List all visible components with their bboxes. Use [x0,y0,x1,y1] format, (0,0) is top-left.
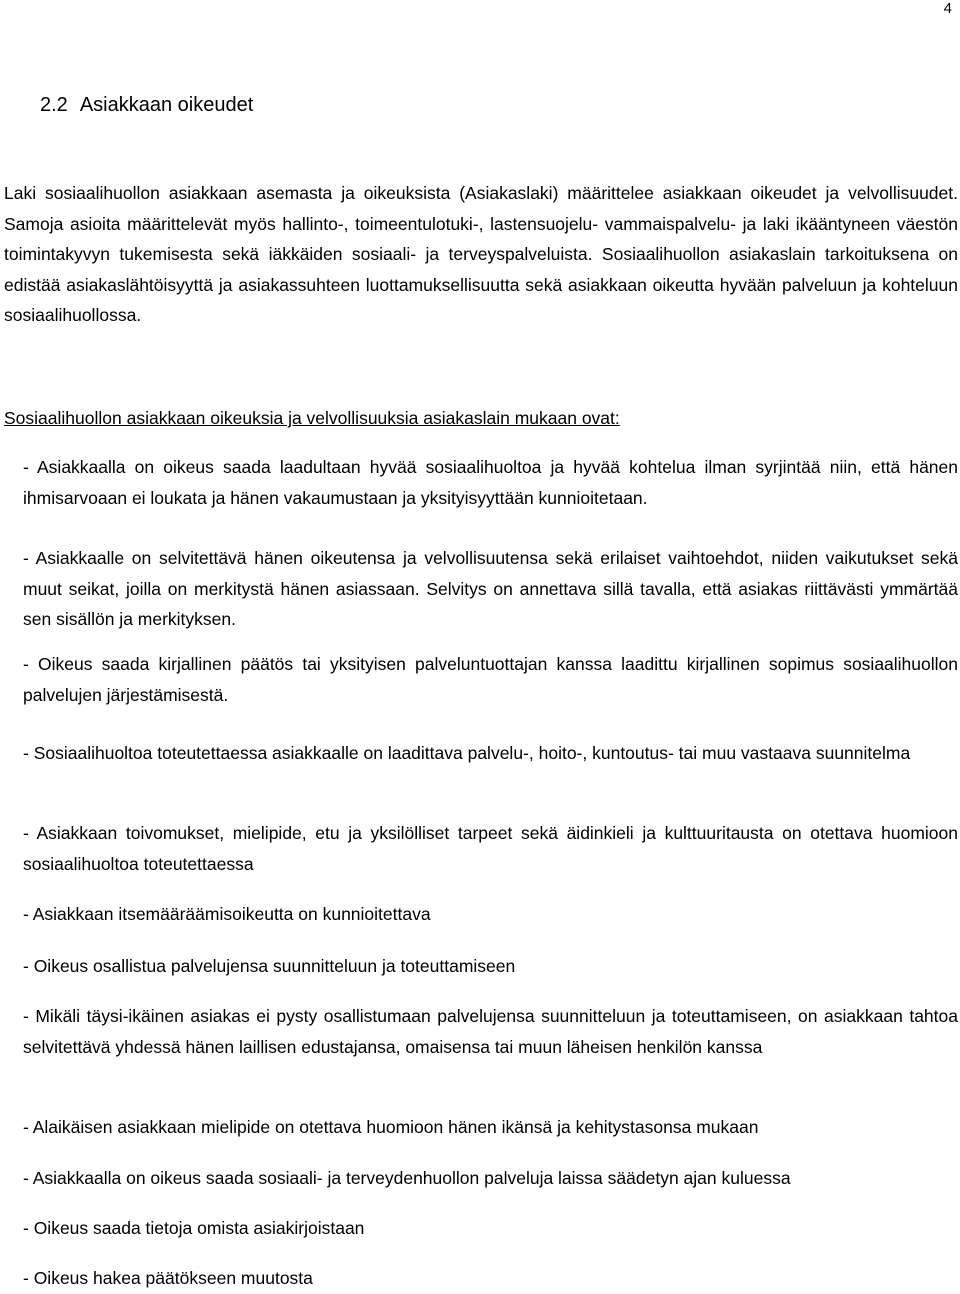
list-item: - Mikäli täysi-ikäinen asiakas ei pysty osallistumaan palvelujensa suunnitteluun ja toteuttamiseen, on asiakkaan tahtoa selvitettävä yhdessä hänen laillisen edustajansa, omaisensa tai muun läheisen henkilön kanssa [23,1006,958,1057]
list-item: - Asiakkaalla on oikeus saada laadultaan hyvää sosiaalihuoltoa ja hyvää kohtelua ilman syrjintää niin, että hänen ihmisarvoaan ei loukata ja hänen vakaumustaan ja yksityisyyttään kunnioitetaan. [23,457,958,508]
list-item: - Oikeus saada tietoja omista asiakirjoistaan [23,1218,365,1238]
list-item: - Asiakkaalla on oikeus saada sosiaali- ja terveydenhuollon palveluja laissa säädetyn ajan kuluessa [23,1168,791,1188]
list-item: - Oikeus osallistua palvelujensa suunnitteluun ja toteuttamiseen [23,956,516,976]
list-item: - Alaikäisen asiakkaan mielipide on otettava huomioon hänen ikänsä ja kehitystasonsa mukaan [23,1117,759,1137]
rights-list-heading: Sosiaalihuollon asiakkaan oikeuksia ja velvollisuuksia asiakaslain mukaan ovat: [4,408,620,428]
list-item: - Asiakkaalle on selvitettävä hänen oikeutensa ja velvollisuutensa sekä erilaiset vaihtoehdot, niiden vaikutukset sekä muut seikat, joilla on merkitystä hänen asiassaan. Selvitys on annettava sillä tavalla, että asiakas riittävästi ymmärtää sen sisällön ja merkityksen. [23,548,958,629]
list-item: - Asiakkaan itsemääräämisoikeutta on kunnioitettava [23,904,431,924]
list-item: - Sosiaalihuoltoa toteutettaessa asiakkaalle on laadittava palvelu-, hoito-, kuntoutus- tai muu vastaava suunnitelma [23,743,911,763]
intro-paragraph: Laki sosiaalihuollon asiakkaan asemasta ja oikeuksista (Asiakaslaki) määrittelee asiakkaan oikeudet ja velvollisuudet. Samoja asioita määrittelevät myös hallinto-, toimeentulotuki-, lastensuojelu- vammaispalvelu- ja laki ikääntyneen väestön toimintakyvyn tukemisesta sekä iäkkäiden sosiaali- ja terveyspalveluista. Sosiaalihuollon asiakaslain tarkoituksena on edistää asiakaslähtöisyyttä ja asiakassuhteen luottamuksellisuutta sekä asiakkaan oikeutta hyvään palveluun ja kohteluun sosiaalihuollossa. [4,183,958,325]
section-title: Asiakkaan oikeudet [79,94,254,116]
page-number: 4 [943,0,952,17]
list-item: - Oikeus hakea päätökseen muutosta [23,1268,313,1288]
list-item: - Asiakkaan toivomukset, mielipide, etu ja yksilölliset tarpeet sekä äidinkieli ja kulttuuritausta on otettava huomioon sosiaalihuoltoa toteutettaessa [23,823,958,874]
section-number: 2.2 [40,94,68,116]
list-item: - Oikeus saada kirjallinen päätös tai yksityisen palveluntuottajan kanssa laadittu kirjallinen sopimus sosiaalihuollon palvelujen järjestämisestä. [23,654,958,705]
section-heading [40,92,253,118]
